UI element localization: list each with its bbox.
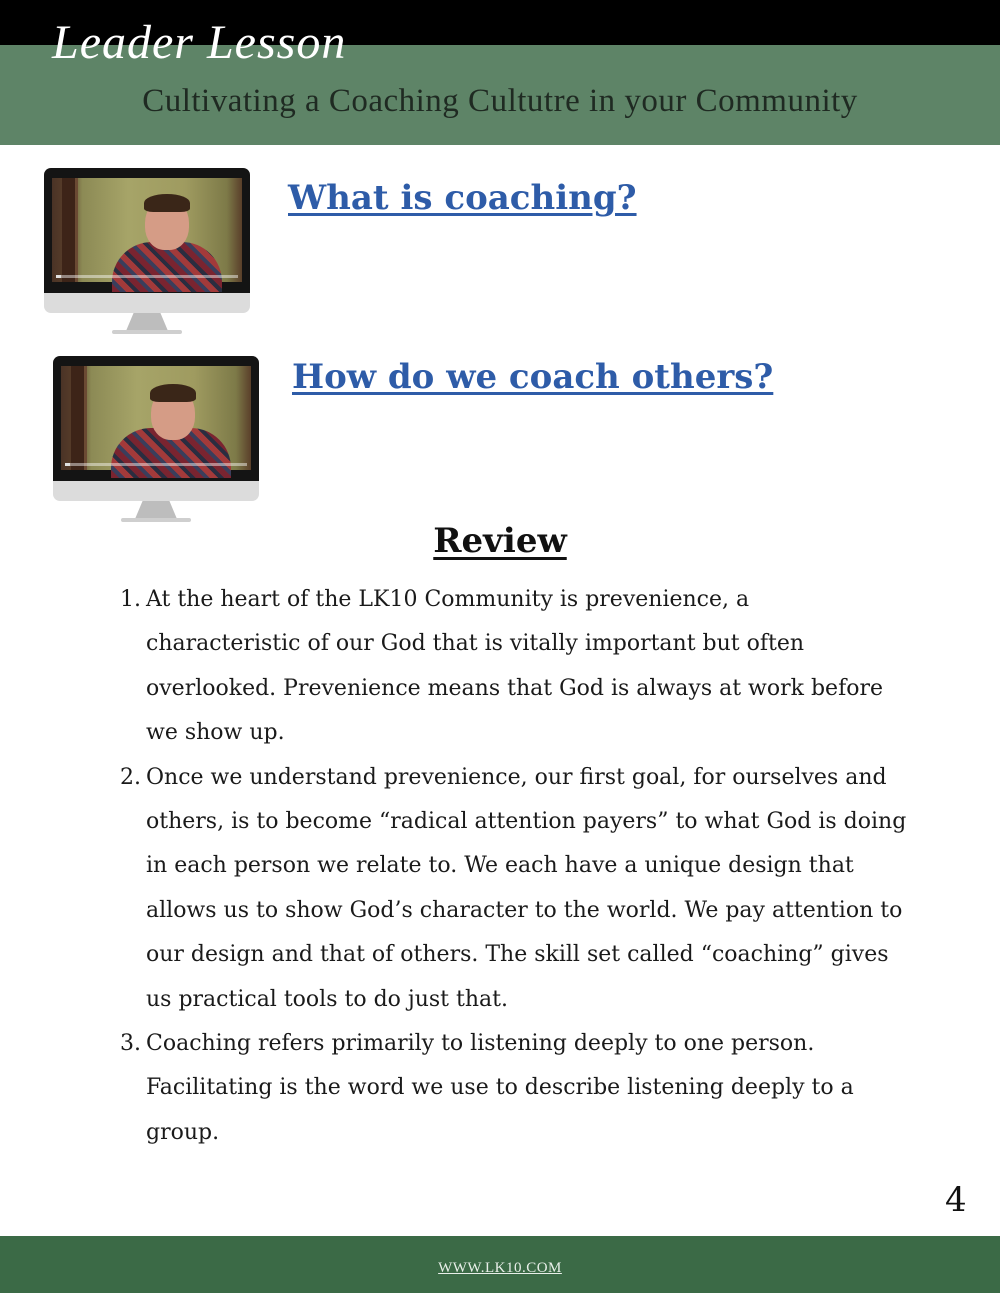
review-heading: Review	[433, 521, 567, 561]
review-item-text: At the heart of the LK10 Community is prevenience, a characteristic of our God that is vitally important but often overlooked. Prevenience means that God is always at work before we show up.	[146, 587, 883, 746]
review-item-text: Coaching refers primarily to listening deeply to one person. Facilitating is the word we use to describe listening deeply to a group.	[146, 1031, 854, 1145]
monitor-stand	[135, 501, 177, 519]
review-item-3	[120, 1022, 910, 1155]
page-footer	[0, 1236, 1000, 1293]
monitor-frame	[44, 168, 250, 313]
monitor-frame	[53, 356, 259, 501]
video-screen	[52, 178, 242, 282]
review-item-text: Once we understand prevenience, our first goal, for ourselves and others, is to become “radical attention payers” to what God is doing in each person we relate to. We each have a unique design that allows us to show God’s character to the world. We pay attention to our design and that of others. The skill set called “coaching” gives us practical tools to do just that.	[146, 764, 907, 1012]
review-item-number: 2.	[120, 764, 141, 790]
page-number: 4	[945, 1180, 967, 1220]
header-title-cropped: Leader Lesson	[52, 16, 347, 69]
footer-website-link[interactable]: WWW.LK10.COM	[438, 1260, 562, 1276]
video-progress-bar[interactable]	[65, 463, 247, 466]
monitor-stand	[126, 313, 168, 331]
video-screen	[61, 366, 251, 470]
review-item-number: 1.	[120, 587, 141, 612]
link-how-do-we-coach-others[interactable]: How do we coach others?	[292, 357, 774, 397]
video-thumbnail-how-do-we-coach[interactable]	[53, 356, 259, 524]
link-what-is-coaching[interactable]: What is coaching?	[288, 178, 637, 218]
review-item-2	[120, 756, 910, 1022]
review-item-number: 3.	[120, 1031, 141, 1057]
review-list	[120, 578, 910, 1155]
header-subtitle: Cultivating a Coaching Cultutre in your Community	[142, 83, 858, 119]
video-thumbnail-what-is-coaching[interactable]	[44, 168, 250, 336]
page-header	[0, 16, 1000, 145]
video-progress-bar[interactable]	[56, 275, 238, 278]
review-item-1	[120, 578, 910, 756]
